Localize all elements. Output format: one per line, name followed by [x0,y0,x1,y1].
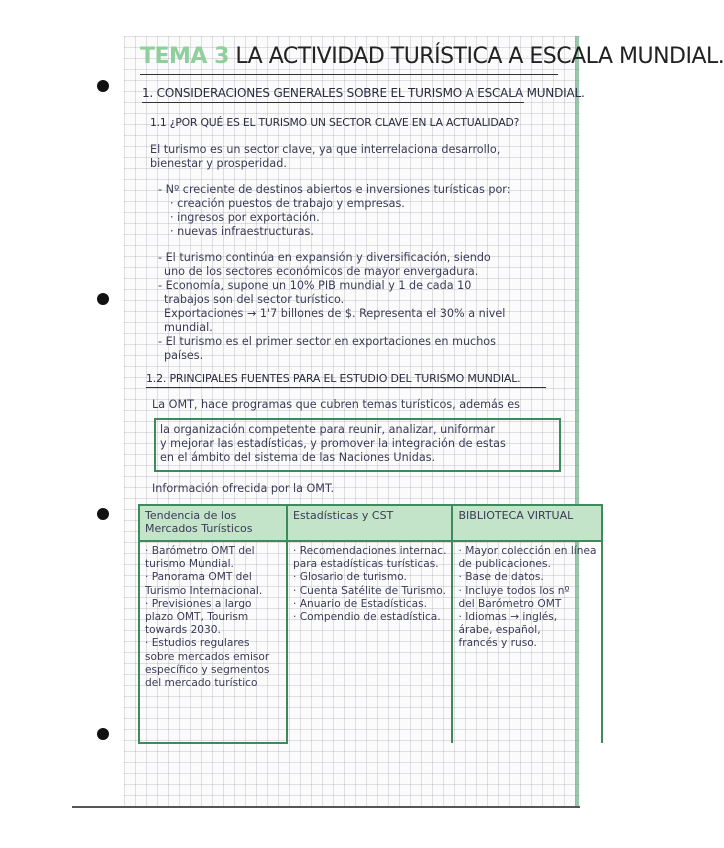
box-line: la organización competente para reunir, analizar, uniformar [160,423,495,436]
list-item: · Incluye todos los nº [458,584,570,597]
list-item: plazo OMT, Tourism [145,611,249,624]
point-line: - El turismo es el primer sector en exportaciones en muchos [158,335,496,348]
list-item: francés y ruso. [458,637,537,650]
table-cell-stats [287,541,452,743]
bullet-line: - Nº creciente de destinos abiertos e inversiones turísticas por: [158,183,511,196]
list-item: turismo Mundial. [145,558,234,571]
list-item: · Mayor colección en línea [458,545,597,557]
list-item: árabe, español, [458,624,541,637]
point-line: - El turismo continúa en expansión y diversificación, siendo [158,251,491,264]
point-line: - Economía, supone un 10% PIB mundial y 1 de cada 10 [158,279,472,292]
box-line: en el ámbito del sistema de las Naciones Unidas. [160,451,436,464]
library-list [458,545,596,651]
list-item: Turismo Internacional. [145,584,263,597]
table-cell-trends [139,541,287,743]
title-underline [140,74,558,75]
stats-list [293,545,446,624]
list-item: towards 2030. [145,624,221,637]
sources-table [138,504,603,744]
binder-hole [97,728,109,740]
list-item: para estadísticas turísticas. [293,558,439,571]
trends-list [145,545,281,690]
list-item: · Anuario de Estadísticas. [293,597,428,610]
info-note: Información ofrecida por la OMT. [152,482,335,495]
heading-underline [146,387,546,388]
page-bottom-edge [72,806,580,808]
list-item: · Estudios regulares [145,637,250,650]
list-item: · Idiomas → inglés, [458,611,558,624]
page-title [140,44,724,69]
list-item: del Barómetro OMT [458,597,562,610]
list-item: · Previsiones a largo [145,597,252,610]
point-line: mundial. [164,321,213,334]
list-item: sobre mercados emisor [145,650,270,663]
heading-underline [142,102,524,103]
list-item: · Glosario de turismo. [293,571,407,584]
point-line: países. [164,349,204,362]
list-item: del mercado turístico [145,677,258,690]
list-item: · Cuenta Satélite de Turismo. [293,584,446,597]
section-1-2-heading: 1.2. PRINCIPALES FUENTES PARA EL ESTUDIO DEL TURISMO MUNDIAL. [146,372,521,385]
point-line: trabajos son del sector turístico. [164,293,345,306]
binder-hole [97,80,109,92]
list-item: · Compendio de estadística. [293,611,441,624]
section-2-intro: La OMT, hace programas que cubren temas turísticos, además es [152,398,520,411]
table-header-cell: Tendencia de los Mercados Turísticos [139,505,287,541]
highlight-box [154,418,561,472]
bullet-line: · nuevas infraestructuras. [170,225,314,238]
bullet-line: · ingresos por exportación. [170,211,320,224]
list-item: · Panorama OMT del [145,571,252,584]
section-1-heading: 1. CONSIDERACIONES GENERALES SOBRE EL TURISMO A ESCALA MUNDIAL. [142,86,585,100]
box-line: y mejorar las estadísticas, y promover la integración de estas [160,437,506,450]
intro-line: El turismo es un sector clave, ya que interrelaciona desarrollo, [150,143,501,156]
list-item: · Barómetro OMT del [145,545,255,557]
point-line: uno de los sectores económicos de mayor envergadura. [164,265,479,278]
list-item: de publicaciones. [458,558,551,571]
title-number: TEMA 3 [140,44,229,69]
section-1-1-heading: 1.1 ¿POR QUÉ ES EL TURISMO UN SECTOR CLAVE EN LA ACTUALIDAD? [150,116,520,129]
point-line: Exportaciones → 1'7 billones de $. Representa el 30% a nivel [164,307,506,320]
binder-hole [97,293,109,305]
table-cell-library [452,541,602,743]
list-item: · Recomendaciones internac. [293,545,447,557]
table-header-cell: BIBLIOTECA VIRTUAL [452,505,602,541]
list-item: específico y segmentos [145,663,270,676]
binder-hole [97,508,109,520]
list-item: · Base de datos. [458,571,544,584]
title-text: LA ACTIVIDAD TURÍSTICA A ESCALA MUNDIAL. [235,44,724,69]
table-header-cell: Estadísticas y CST [287,505,452,541]
bullet-line: · creación puestos de trabajo y empresas. [170,197,405,210]
intro-line: bienestar y prosperidad. [150,157,287,170]
